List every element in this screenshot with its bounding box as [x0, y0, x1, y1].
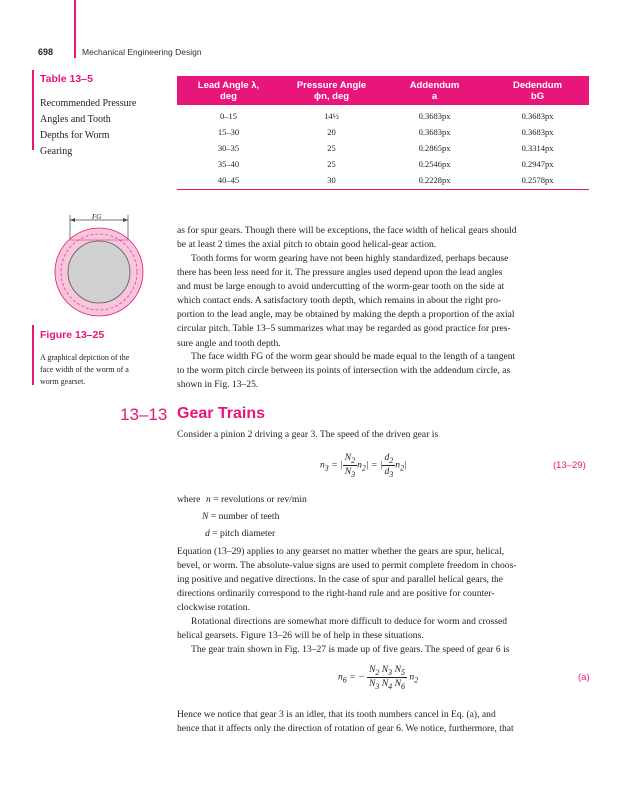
header-rule [74, 0, 76, 58]
paragraph-5 [177, 545, 589, 615]
table-cell: 0.3683px [418, 127, 451, 137]
table-cell: 0.3683px [521, 127, 554, 137]
figure-caption-line: worm gearset. [40, 377, 86, 386]
where-intro: where [177, 494, 201, 505]
text-line: and must be large enough to avoid undercutting of the worm-gear tooth on the side at [177, 281, 505, 293]
text-line: Rotational directions are somewhat more difficult to deduce for worm and crossed [191, 616, 508, 627]
table-label: Table 13–5 [40, 73, 93, 85]
face-width-label: FG [92, 213, 102, 221]
col-header-lead-angle: Lead Angle λ, deg [197, 80, 260, 102]
text-line: which contact ends. A satisfactory tooth depth, which remains in about the right pro- [177, 295, 502, 307]
table-row [177, 143, 589, 159]
text-line: be at least 2 times the axial pitch to obtain good helical-gear action. [177, 239, 437, 251]
table-row [177, 111, 589, 127]
table-cell: 25 [327, 143, 336, 153]
equation-number: (a) [578, 672, 590, 683]
text-line: helical gearsets. Figure 13–26 will be of help in these situations. [177, 630, 424, 642]
paragraph-3 [177, 350, 589, 392]
table-caption-line: Depths for Worm [40, 130, 110, 141]
text-line: hence that it affects only the direction of rotation of gear 6. We notice, furthermore, that [177, 723, 514, 735]
table-body [177, 111, 589, 191]
table-row [177, 127, 589, 143]
table-caption-line: Gearing [40, 146, 73, 157]
text-line: as for spur gears. Though there will be exceptions, the face width of helical gears should [177, 225, 517, 236]
table-header [177, 76, 589, 105]
table-cell: 30–35 [217, 143, 240, 153]
paragraph-2 [177, 252, 589, 351]
table-caption [40, 96, 160, 160]
col-header-addendum: Addendum a [409, 80, 460, 102]
table-cell: 15–30 [217, 127, 240, 137]
table-caption-line: Angles and Tooth [40, 114, 111, 125]
figure-caption [40, 352, 160, 388]
text-line: directions ordinarily correspond to the right-hand rule and are positive for counter- [177, 588, 495, 600]
page-number: 698 [38, 47, 54, 57]
equation-a: $n_6$ = − $\frac{N_2 N_3 N_5}{N_3 N_4 N_6}$ $n_2$ [338, 664, 419, 691]
text-line: The face width FG of the worm gear should be made equal to the length of a tangent [191, 351, 516, 362]
table-cell: 0.2865px [418, 143, 451, 153]
paragraph-4: Consider a pinion 2 driving a gear 3. The speed of the driven gear is [177, 429, 439, 440]
where-item: d = pitch diameter [205, 528, 276, 539]
table-side-rule [32, 70, 34, 150]
text-line: sure angle and tooth depth. [177, 337, 281, 349]
table-bottom-rule [177, 189, 589, 190]
section-title: Gear Trains [177, 405, 266, 422]
equation-number: (13–29) [553, 460, 586, 471]
text-line: Tooth forms for worm gearing have not been highly standardized, perhaps because [191, 253, 509, 264]
col-header-pressure-angle: Pressure Angle ϕn, deg [296, 80, 367, 102]
text-line: Hence we notice that gear 3 is an idler, that its tooth numbers cancel in Eq. (a), and [177, 709, 496, 720]
section-number: 13–13 [120, 405, 168, 424]
table-cell: 0.2546px [418, 159, 451, 169]
text-line: portion to the lead angle, may be obtained by making the depth a proportion of the axial [177, 309, 515, 321]
text-line: circular pitch. Table 13–5 summarizes what may be regarded as good practice for pres- [177, 323, 511, 335]
table-cell: 40–45 [217, 175, 240, 185]
equation-13-29: $n_3$ = | $\frac{N_2}{N_3}$ $n_2|$ = | $\frac{d_2}{d_3}$ $n_2|$ [320, 452, 407, 479]
text-line: bevel, or worm. The absolute-value signs are used to permit complete freedom in choos- [177, 560, 517, 572]
col-header-dedendum: Dedendum bG [512, 80, 563, 102]
table-cell: 30 [327, 175, 336, 185]
table-cell: 0.2947px [521, 159, 554, 169]
table-cell: 0–15 [220, 111, 237, 121]
table-cell: 35–40 [217, 159, 240, 169]
table-cell: 20 [327, 127, 336, 137]
table-cell: 0.2578px [521, 175, 554, 185]
paragraph-8 [177, 708, 589, 736]
running-title: Mechanical Engineering Design [82, 47, 202, 57]
where-item: n = revolutions or rev/min [206, 494, 307, 505]
text-line: there has been less need for it. The pressure angles used depend upon the lead angles [177, 267, 503, 279]
figure-label: Figure 13–25 [40, 329, 105, 341]
text-line: The gear train shown in Fig. 13–27 is made up of five gears. The speed of gear 6 is [191, 644, 510, 655]
table-cell: 0.3314px [521, 143, 554, 153]
table-cell: 0.2228px [418, 175, 451, 185]
paragraph-6 [177, 615, 589, 643]
table-cell: 25 [327, 159, 336, 169]
table-row [177, 159, 589, 175]
text-line: clockwise rotation. [177, 602, 250, 614]
figure-caption-line: face width of the worm of a [40, 365, 129, 374]
paragraph-7 [177, 643, 589, 657]
text-line: shown in Fig. 13–25. [177, 379, 259, 391]
text-line: ing positive and negative directions. In the case of spur and parallel helical gears, the [177, 574, 504, 586]
figure-side-rule [32, 325, 34, 385]
table-cell: 0.3683px [521, 111, 554, 121]
table-cell: 0.3683px [418, 111, 451, 121]
where-item: N = number of teeth [202, 511, 280, 522]
paragraph-1 [177, 224, 589, 252]
table-caption-line: Recommended Pressure [40, 98, 137, 109]
text-line: to the worm pitch circle between its points of intersection with the addendum circle, as [177, 365, 511, 377]
table-cell: 14½ [324, 111, 339, 121]
figure-caption-line: A graphical depiction of the [40, 353, 130, 362]
text-line: Equation (13–29) applies to any gearset no matter whether the gears are spur, helical, [177, 546, 505, 557]
worm-gear-figure [40, 210, 158, 320]
